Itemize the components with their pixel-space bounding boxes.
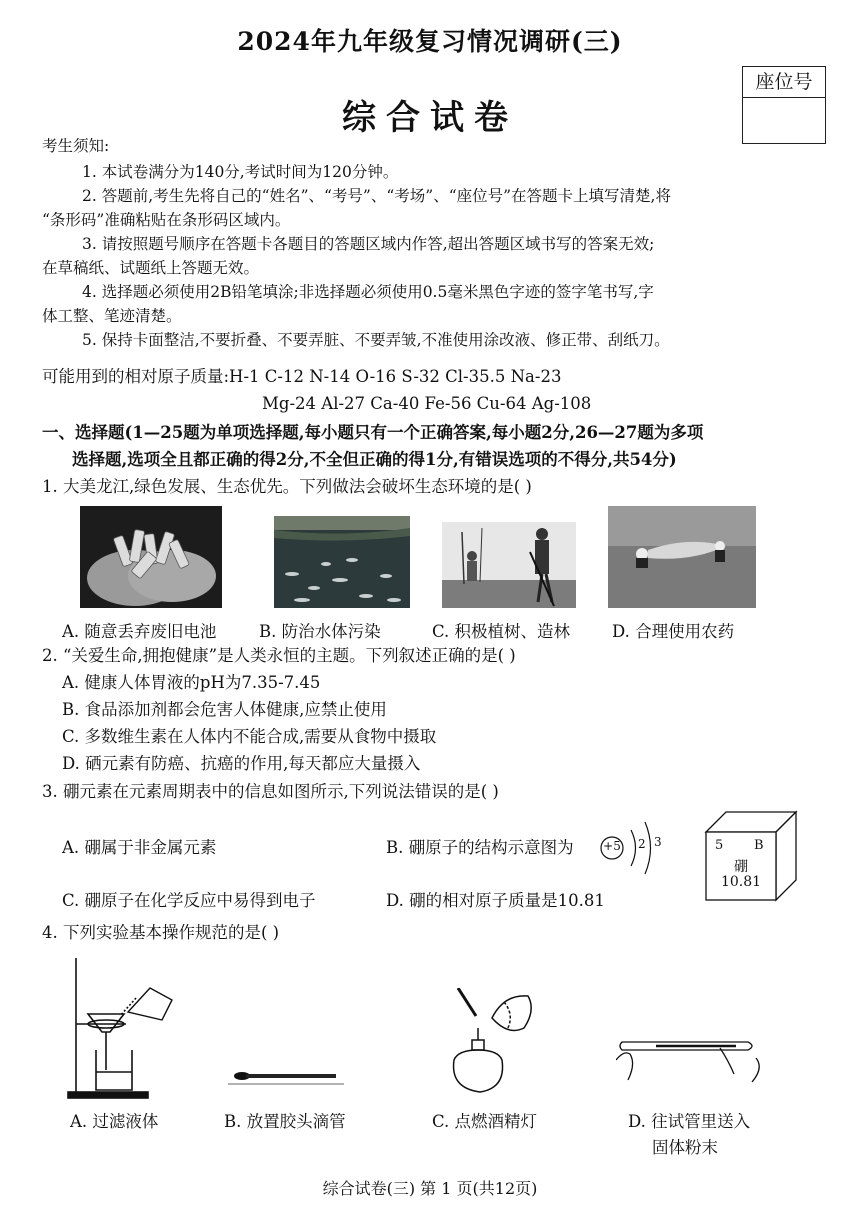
- batteries-in-hands-image: [80, 506, 222, 608]
- notice-line-2: 2. 答题前,考生先将自己的“姓名”、“考号”、“考场”、“座位号”在答题卡上填写清楚,将: [82, 187, 671, 205]
- q2-option-b: B. 食品添加剂都会危害人体健康,应禁止使用: [62, 700, 387, 719]
- seat-number-label: 座位号: [743, 67, 825, 98]
- question-2-stem: 2. “关爱生命,拥抱健康”是人类永恒的主题。下列叙述正确的是( ): [42, 646, 516, 665]
- exam-title: 2024年九年级复习情况调研(三): [237, 27, 623, 56]
- q3-option-c: C. 硼原子在化学反应中易得到电子: [62, 891, 316, 910]
- polluted-water-image: [274, 516, 410, 608]
- atom-shell-1-count: 2: [638, 837, 646, 851]
- dropper-on-table-image: [228, 1064, 344, 1088]
- notice-line-4-cont: 体工整、笔迹清楚。: [42, 307, 182, 325]
- notice-heading: 考生须知:: [42, 137, 110, 155]
- tree-planting-image: [442, 522, 576, 608]
- q1-option-b: B. 防治水体污染: [259, 622, 381, 641]
- element-atomic-mass: 10.81: [720, 874, 762, 890]
- seat-number-box: [742, 66, 826, 144]
- q2-option-d: D. 硒元素有防癌、抗癌的作用,每天都应大量摄入: [62, 754, 421, 773]
- q3-option-a: A. 硼属于非金属元素: [62, 838, 217, 857]
- question-4-stem: 4. 下列实验基本操作规范的是( ): [42, 923, 280, 942]
- test-tube-powder-image: [616, 1030, 766, 1090]
- q1-option-d: D. 合理使用农药: [612, 622, 735, 641]
- q4-option-d: D. 往试管里送入: [628, 1112, 751, 1131]
- boron-element-card: [704, 810, 800, 902]
- atom-shell-2-count: 3: [654, 835, 662, 849]
- atomic-mass-line-1: 可能用到的相对原子质量:H-1 C-12 N-14 O-16 S-32 Cl-35.5 Na-23: [42, 367, 562, 386]
- q4-option-a: A. 过滤液体: [70, 1112, 159, 1131]
- notice-line-4: 4. 选择题必须使用2B铅笔填涂;非选择题必须使用0.5毫米黑色字迹的签字笔书写,字: [82, 283, 654, 301]
- q3-option-d: D. 硼的相对原子质量是10.81: [386, 891, 605, 910]
- notice-line-5: 5. 保持卡面整洁,不要折叠、不要弄脏、不要弄皱,不准使用涂改液、修正带、刮纸刀。: [82, 331, 670, 349]
- q4-option-c: C. 点燃酒精灯: [432, 1112, 538, 1131]
- q1-option-a: A. 随意丢弃废旧电池: [62, 622, 217, 641]
- question-3-stem: 3. 硼元素在元素周期表中的信息如图所示,下列说法错误的是( ): [42, 782, 499, 801]
- paper-subtitle: 综合试卷: [342, 98, 518, 138]
- boron-atom-diagram: [598, 808, 678, 888]
- element-atomic-number: 5: [715, 838, 724, 853]
- notice-line-3: 3. 请按照题号顺序在答题卡各题目的答题区域内作答,超出答题区域书写的答案无效;: [82, 235, 655, 253]
- section-1-heading-cont: 选择题,选项全且都正确的得2分,不全但正确的得1分,有错误选项的不得分,共54分): [72, 450, 677, 469]
- question-1-stem: 1. 大美龙江,绿色发展、生态优先。下列做法会破坏生态环境的是( ): [42, 477, 532, 496]
- q3-option-b: B. 硼原子的结构示意图为: [386, 838, 574, 857]
- notice-line-3-cont: 在草稿纸、试题纸上答题无效。: [42, 259, 260, 277]
- q4-option-d-cont: 固体粉末: [652, 1138, 718, 1157]
- element-name: 硼: [734, 859, 748, 875]
- page-footer: 综合试卷(三) 第 1 页(共12页): [322, 1179, 538, 1198]
- atomic-mass-line-2: Mg-24 Al-27 Ca-40 Fe-56 Cu-64 Ag-108: [262, 394, 592, 413]
- q2-option-c: C. 多数维生素在人体内不能合成,需要从食物中摄取: [62, 727, 437, 746]
- notice-line-2-cont: “条形码”准确粘贴在条形码区域内。: [42, 211, 291, 229]
- filtration-apparatus-image: [62, 954, 182, 1100]
- notice-line-1: 1. 本试卷满分为140分,考试时间为120分钟。: [82, 163, 399, 181]
- pesticide-spraying-image: [608, 506, 756, 608]
- alcohol-lamp-lighting-image: [444, 988, 544, 1096]
- section-1-heading: 一、选择题(1—25题为单项选择题,每小题只有一个正确答案,每小题2分,26—27题为多项: [42, 423, 704, 442]
- q4-option-b: B. 放置胶头滴管: [224, 1112, 346, 1131]
- q2-option-a: A. 健康人体胃液的pH为7.35-7.45: [62, 673, 321, 692]
- element-symbol: B: [754, 838, 764, 853]
- atom-nucleus-charge: +5: [603, 839, 621, 853]
- q1-option-c: C. 积极植树、造林: [432, 622, 571, 641]
